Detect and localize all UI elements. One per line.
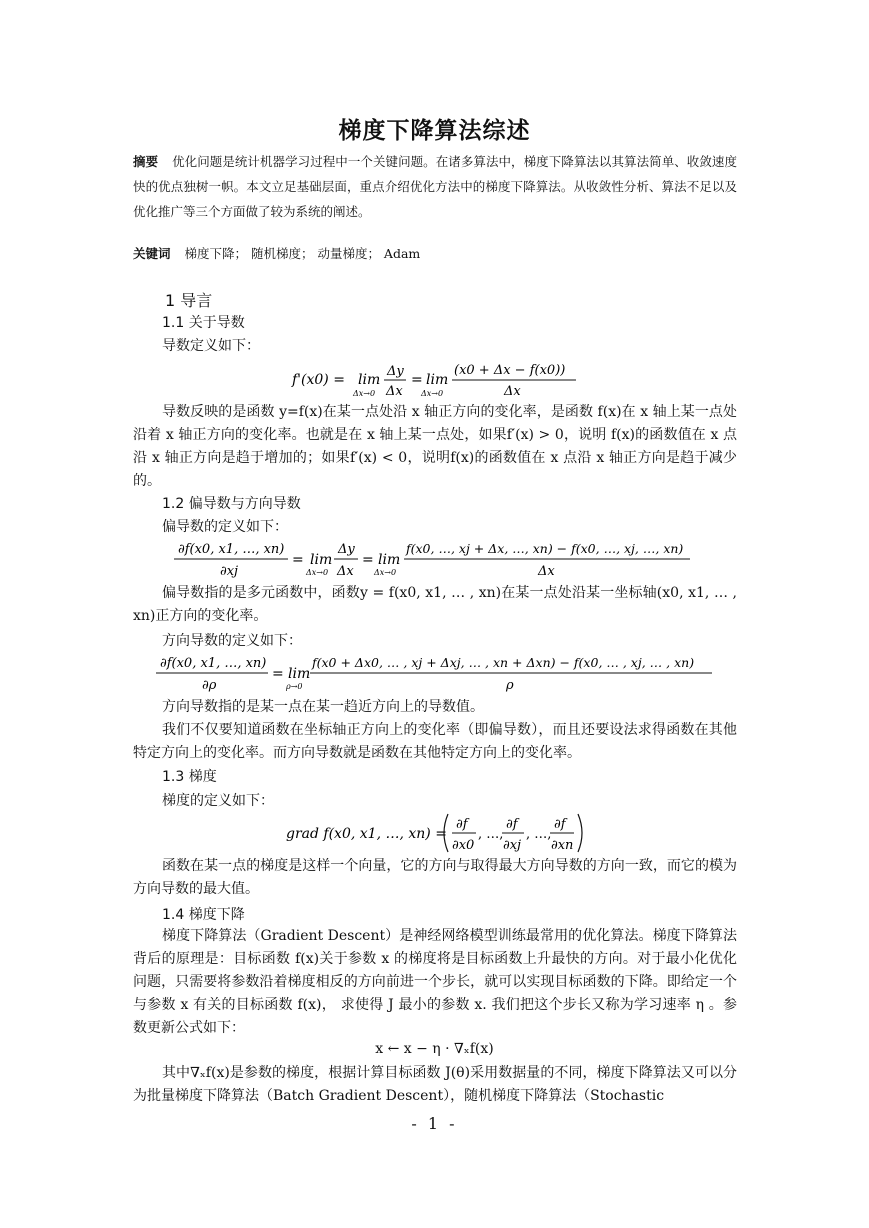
lim-sub: ρ→0 <box>286 682 303 691</box>
frac1-num: Δy <box>338 542 355 557</box>
frac1-den: Δx <box>386 384 403 399</box>
separator: , …, <box>526 827 552 842</box>
keywords <box>133 241 737 266</box>
lhs-num: ∂f(x0, x1, …, xn) <box>178 542 285 557</box>
directional-paragraph: 方向导数指的是某一点在某一趋近方向上的导数值。 <box>162 699 484 715</box>
lim-label: lim <box>310 552 333 568</box>
frac1-num: Δy <box>387 364 404 379</box>
abstract-label: 摘要 <box>133 154 159 169</box>
page-number: - 1 - <box>411 1114 458 1133</box>
equals-sign: = <box>362 552 374 568</box>
frac2-den: Δx <box>504 384 521 399</box>
term2-num: ∂f <box>506 817 518 832</box>
lim-label: lim <box>288 666 311 682</box>
subsection-heading-partial: 1.2 偏导数与方向导数 <box>162 496 301 512</box>
directional-intro: 方向导数的定义如下： <box>162 633 302 649</box>
derivative-intro: 导数定义如下： <box>162 338 260 354</box>
gd-paragraph: 梯度下降算法（Gradient Descent）是神经网络模型训练最常用的优化算法。梯度下降算法背后的原理是：目标函数 f(x)关于参数 x 的梯度将是目标函数上升最快的方向。对于最小化优化问题，只需要将参数沿着梯度相反的方向前进一个步长，就可以实现目标函数的下降。即给定一个与参数 x 有关的目标函数 f(x)， 求使得 J 最小的参数 x. 我们把这个步长又称为学习速率 η 。参数更新公式如下： <box>133 928 737 1036</box>
gradient-lhs: grad f(x0, x1, …, xn) = <box>286 826 447 842</box>
term1-num: ∂f <box>456 817 468 832</box>
subsection-heading-gd: 1.4 梯度下降 <box>162 907 245 923</box>
frac2-den: Δx <box>538 564 555 579</box>
abstract-text: 优化问题是统计机器学习过程中一个关键问题。在诸多算法中，梯度下降算法以其算法简单、收敛速度快的优点独树一帜。本文立足基础层面，重点介绍优化方法中的梯度下降算法。从收敛性分析、算法不足以及优化推广等三个方面做了较为系统的阐述。 <box>133 154 737 219</box>
equals-sign: = <box>411 372 423 388</box>
term2-den: ∂xj <box>503 838 522 853</box>
term1-den: ∂x0 <box>452 838 475 853</box>
partial-intro: 偏导数的定义如下： <box>162 519 288 535</box>
term3-den: ∂xn <box>551 838 574 853</box>
gradient-paragraph: 函数在某一点的梯度是这样一个向量，它的方向与取得最大方向导数的方向一致，而它的模为方向导数的最大值。 <box>133 858 737 897</box>
subsection-heading-derivative: 1.1 关于导数 <box>162 315 245 331</box>
lim-label: lim <box>378 552 401 568</box>
gradient-formula <box>280 808 600 856</box>
keywords-label: 关键词 <box>133 246 171 261</box>
equals-sign: = <box>272 666 284 682</box>
derivative-formula <box>280 356 600 402</box>
term3-num: ∂f <box>554 817 566 832</box>
partial-derivative-formula <box>170 535 700 581</box>
lim-label: lim <box>426 372 449 388</box>
keywords-text: 梯度下降； 随机梯度； 动量梯度； Adam <box>184 246 421 261</box>
section-heading-intro: 1 导言 <box>165 291 213 310</box>
paper-title: 梯度下降算法综述 <box>338 118 531 144</box>
derivative-paragraph: 导数反映的是函数 y=f(x)在某一点处沿 x 轴正方向的变化率，是函数 f(x)在 x 轴上某一点处沿着 x 轴正方向的变化率。也就是在 x 轴上某一点处，如果f′(x) > 0，说明 f(x)的函数值在 x 点沿 x 轴正方向是趋于增加的；如果f′(x) < 0，说明f(x)的函数值在 x 点沿 x 轴正方向是趋于减少的。 <box>133 404 737 489</box>
rhs-den: ρ <box>506 678 514 693</box>
subsection-heading-gradient: 1.3 梯度 <box>162 769 217 785</box>
right-paren <box>578 814 582 852</box>
update-formula: x ← x − η · ∇ₓf(x) <box>375 1041 494 1057</box>
equals-sign: = <box>292 552 304 568</box>
rhs-num: f(x0 + Δx0, … , xj + Δxj, … , xn + Δxn) − f(x0, … , xj, … , xn) <box>312 655 695 670</box>
directional-derivative-formula <box>150 649 720 695</box>
partial-paragraph: 偏导数指的是多元函数中，函数y = f(x0, x1, … , xn)在某一点处沿某一坐标轴(x0, x1, … , xn)正方向的变化率。 <box>133 585 737 624</box>
abstract <box>133 149 737 224</box>
separator: , …, <box>478 827 504 842</box>
lim-sub: Δx→0 <box>421 389 444 398</box>
frac2-num: f(x0, …, xj + Δx, …, xn) − f(x0, …, xj, …, xn) <box>406 541 684 556</box>
derivative-lhs: f'(x0) = <box>292 372 345 388</box>
lim-sub: Δx→0 <box>374 568 397 577</box>
lhs-den: ∂xj <box>220 564 239 579</box>
gradient-intro: 梯度的定义如下： <box>162 793 274 809</box>
lhs-den: ∂ρ <box>202 678 217 693</box>
gd-paragraph-2: 其中∇ₓf(x)是参数的梯度，根据计算目标函数 J(θ)采用数据量的不同，梯度下降算法又可以分为批量梯度下降算法（Batch Gradient Descent），随机梯度下降算法（Stochastic <box>133 1065 737 1104</box>
lim-sub: Δx→0 <box>353 389 376 398</box>
lhs-num: ∂f(x0, x1, …, xn) <box>160 656 267 671</box>
lim-sub: Δx→0 <box>306 568 329 577</box>
directional-paragraph-2: 我们不仅要知道函数在坐标轴正方向上的变化率（即偏导数），而且还要设法求得函数在其他特定方向上的变化率。而方向导数就是函数在其他特定方向上的变化率。 <box>133 722 737 761</box>
frac1-den: Δx <box>337 564 354 579</box>
lim-label: lim <box>358 372 381 388</box>
frac2-num: (x0 + Δx − f(x0)) <box>454 363 566 378</box>
